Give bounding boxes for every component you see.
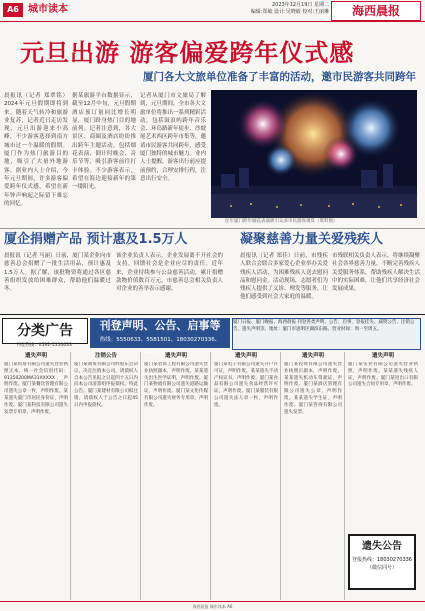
ad-column-6 [346, 352, 420, 530]
issue-date-line: 2023年12月19日 星期二 [271, 2, 329, 8]
ad-column-text: 厦门某实业有限公司遗失营业执照，声明作废。某某遗失残疾人证，声明作废。厦门某进出口有限公司遗失合同专用章，声明作废。 [348, 362, 418, 388]
newspaper-logo: 海西晨报 [331, 1, 421, 21]
story3-headline: 凝聚慈善力量关爱残疾人 [240, 232, 384, 247]
ad-column-4 [212, 352, 281, 600]
story2-body-col-1: 晨报讯（记者 马丽）日前，厦门某企业向市慈善总会捐赠了一批生活用品，预计惠及1.5万人。据了解，该批物资将通过各区慈善组织发放给困难群众，帮助他们温暖过冬。 [4, 253, 111, 293]
ads-info-box: 厦门日报、厦门晚报、海西晨报 刊登各类声明、公告、启事，登报挂失、减资公告、注销公告、遗失声明等。地址：厦门市思明区湖滨东路。营业时间：周一至周五。 [232, 318, 421, 350]
story2-headline: 厦企捐赠产品 预计惠及1.5万人 [4, 232, 188, 247]
lead-body-col-3: 记者从厦门市文旅局了解到，元旦期间，全市各大文旅单位将推出一系列精彩活动，包括鼓浪屿跨年音乐会、环岛路新年徒步、沙坡尾艺术西区跨年市集等，邀请市民游客共同跨年，感受厦门独特的城市魅力。业内人士提醒，游客出行前应提前预约，合理安排行程，注意出行安全。 [140, 93, 206, 182]
classified-ads-hotline: 刊登热线：0592-5550633 [16, 343, 72, 348]
ads-banner-phones: 热线：5550633、5581501、18030270336、0229058009 [99, 337, 221, 355]
photo-caption: 往年厦门跨年烟花表演吸引众多市民游客观赏（资料图） [225, 219, 338, 224]
fireworks-illustration [211, 90, 417, 218]
ads-banner [90, 318, 230, 355]
lost-notice-title: 遗失公告 [362, 541, 402, 552]
ads-divider [0, 314, 425, 315]
ad-column-text: 厦门某商贸有限公司经股东会决议，决定注销本公司，请债权人自本公告见报之日起四十五日内向本公司清算组申报债权。特此公告。厦门某建材有限公司拟注销，请债权人于公告之日起45日内申报债权。 [74, 362, 138, 408]
ad-column-heading: 遗失声明 [301, 353, 324, 359]
story2-body-col-2: 该企业负责人表示，企业发展离不开社会的支持，回馈社会是企业应尽的责任。近年来，企业持续参与公益慈善活动，累计捐赠款物价值数百万元。市慈善总会相关负责人对企业的善举表示感谢。 [116, 253, 223, 293]
fireworks-photo [211, 90, 417, 218]
ad-column-heading: 遗失声明 [371, 353, 394, 359]
classified-ads-title: 分类广告 [2, 318, 88, 344]
section-title: 城市读本 [28, 4, 68, 15]
story3-body-col-2: 市残联相关负责人表示，将继续凝聚社会各界慈善力量，不断完善残疾人关爱服务体系，帮助残疾人解决生活中的实际困难，让他们共享经济社会发展成果。 [332, 253, 420, 293]
ad-column-text: 厦门某装饰工程有限公司遗失营业执照副本，声明作废。某某遗失出生医学证明，声明作废。厦门某物流有限公司遗失道路运输证，声明作废。厦门某文化传媒有限公司遗失财务专用章，声明作废。 [144, 362, 208, 408]
lost-notice-box [348, 534, 416, 590]
ad-column-text: 厦门某投资有限公司遗失营业执照正副本，声明作废。某某遗失机动车驾驶证，声明作废。厦门某酒店管理有限公司遗失公章，声明作废。某某遗失学生证，声明作废。厦门某咨询有限公司遗失发票。 [284, 362, 342, 415]
ad-column-text: 厦门某贸易有限公司遗失营业执照正本，统一社会信用代码：91350200MA31XXXXX，声明作废。厦门某餐饮管理有限公司遗失公章一枚，声明作废。某某遗失厦门市居民身份证，声明作废。厦门某科技有限公司遗失发票专用章，声明作废。 [4, 362, 68, 415]
ads-banner-title: 刊登声明、公告、启事等 [99, 319, 221, 332]
lost-notice-phone: 登报热线：18030270336（微信同号） [352, 557, 412, 571]
ad-column-heading: 遗失声明 [24, 353, 47, 359]
ad-column-text: 厦门某电子有限公司遗失开户许可证，声明作废。某某遗失不动产权证书，声明作废。厦门某食品有限公司遗失食品经营许可证，声明作废。厦门某服装有限公司遗失法人章一枚，声明作废。 [214, 362, 278, 408]
lead-subheadline: 厦门各大文旅单位准备了丰富的活动，邀市民游客共同跨年 [143, 71, 416, 83]
ad-column-5 [282, 352, 345, 600]
lead-body-col-2: 据某旅游平台数据显示，截至12月中旬，元旦假期酒店预订量同比增长明显，厦门跻身热门目的地前列。记者注意到，各大景区、商圈及酒店纷纷推出跨年主题活动，包括烟花表演、倒计时晚会、音乐节等，吸引游客前往打卡体验。不少游客表示，希望在海边迎接新年的第一缕阳光。 [72, 93, 136, 191]
ad-column-heading: 遗失声明 [234, 353, 257, 359]
page-header [0, 0, 425, 22]
section-divider [0, 228, 425, 229]
ad-column-1 [2, 352, 71, 600]
ad-column-3 [142, 352, 211, 600]
lead-headline: 元旦出游 游客偏爱跨年仪式感 [20, 39, 355, 67]
story3-body-col-1: 晨报讯（记者 郑佳）日前，市残疾人联合会联合多家爱心企业举办关爱残疾人活动，为困难残疾人送去慰问品和慰问金。活动现场，志愿者们为残疾人提供了义诊、理发等服务，让他们感受到社会大家庭的温暖。 [240, 253, 328, 301]
issue-date [251, 2, 329, 16]
ad-column-2 [72, 352, 141, 600]
editor-credits: 编辑:郑敏 设计:吴晓敏 校对:王丽琳 [250, 9, 329, 15]
page-number-badge: A6 [3, 3, 23, 17]
header-rule [0, 21, 425, 22]
ad-column-heading: 注销公告 [94, 353, 117, 359]
page-footer: 海西晨报 城市读本 A6 [0, 601, 425, 611]
lead-body-col-1: 晨报讯（记者 郑翠铭）2024年元旦假期即将到来。随着天气转冷和旅游业复苏，记者近日走访发现，元旦出游迎来小高峰，不少游客选择到南方城市过一个温暖的假期。厦门作为热门旅游目的地，吸引了大量外地游客。据业内人士介绍，今年元旦期间，许多游客偏爱跨年仪式感，希望在新年钟声响起之际留下难忘的回忆。 [4, 93, 68, 207]
ad-column-heading: 遗失声明 [164, 353, 187, 359]
